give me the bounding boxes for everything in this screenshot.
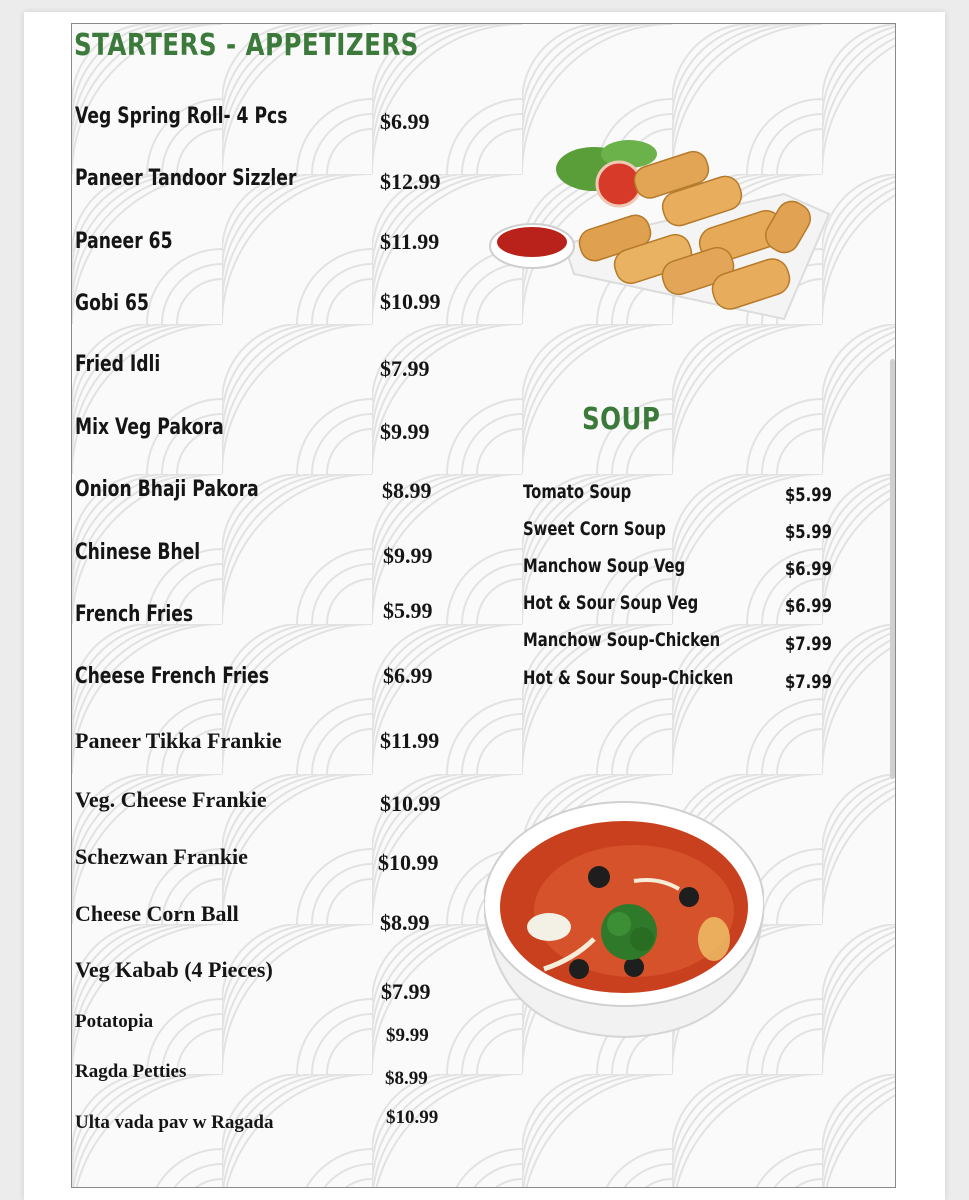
starter-price: $5.99 [383,598,433,623]
soup-name: Hot & Sour Soup-Chicken [523,667,734,689]
soup-name: Hot & Sour Soup Veg [523,592,699,614]
soup-name: Sweet Corn Soup [523,518,666,540]
soup-name: Manchow Soup-Chicken [523,629,721,651]
soup-price: $7.99 [785,633,832,655]
starter-price: $10.99 [380,791,441,816]
starter-name: Veg Kabab (4 Pieces) [75,957,273,982]
starter-name: Cheese French Fries [75,664,270,689]
starter-price: $8.99 [380,910,430,935]
soup-price: $5.99 [785,484,832,506]
starter-name: Schezwan Frankie [75,844,248,869]
starter-name: Onion Bhaji Pakora [75,477,259,502]
starter-price: $6.99 [383,663,433,688]
soup-price: $5.99 [785,521,832,543]
scrollbar[interactable] [890,359,895,779]
starter-name: Ragda Petties [75,1061,187,1082]
starter-name: Gobi 65 [75,291,149,316]
starters-heading: STARTERS - APPETIZERS [74,28,419,63]
starter-price: $9.99 [380,419,430,444]
starter-price: $9.99 [386,1025,429,1046]
starter-name: French Fries [75,602,194,627]
soup-price: $6.99 [785,595,832,617]
starter-price: $8.99 [382,478,432,503]
starter-name: Paneer Tikka Frankie [75,728,282,753]
soup-bowl-photo [484,799,764,1039]
starter-name: Paneer Tandoor Sizzler [75,166,297,191]
starter-name: Mix Veg Pakora [75,415,224,440]
spring-roll-photo [484,124,834,324]
starter-price: $6.99 [380,109,430,134]
soup-price: $6.99 [785,558,832,580]
starter-price: $10.99 [378,850,439,875]
starter-name: Paneer 65 [75,229,173,254]
starter-price: $9.99 [383,543,433,568]
soup-price: $7.99 [785,671,832,693]
soup-heading: SOUP [582,402,661,437]
starter-name: Veg Spring Roll- 4 Pcs [75,104,288,129]
starter-name: Fried Idli [75,352,161,377]
soup-name: Manchow Soup Veg [523,555,686,577]
starter-price: $11.99 [380,229,440,254]
menu-page [71,23,896,1188]
starter-price: $8.99 [385,1068,428,1089]
starter-price: $7.99 [380,356,430,381]
starter-price: $12.99 [380,169,441,194]
starter-price: $7.99 [381,979,431,1004]
starter-price: $10.99 [386,1107,439,1128]
soup-name: Tomato Soup [523,481,632,503]
starter-price: $11.99 [380,728,440,753]
starter-price: $10.99 [380,289,441,314]
starter-name: Chinese Bhel [75,540,201,565]
starter-name: Veg. Cheese Frankie [75,787,267,812]
starter-name: Potatopia [75,1011,154,1032]
starter-name: Cheese Corn Ball [75,901,239,926]
starter-name: Ulta vada pav w Ragada [75,1112,274,1133]
